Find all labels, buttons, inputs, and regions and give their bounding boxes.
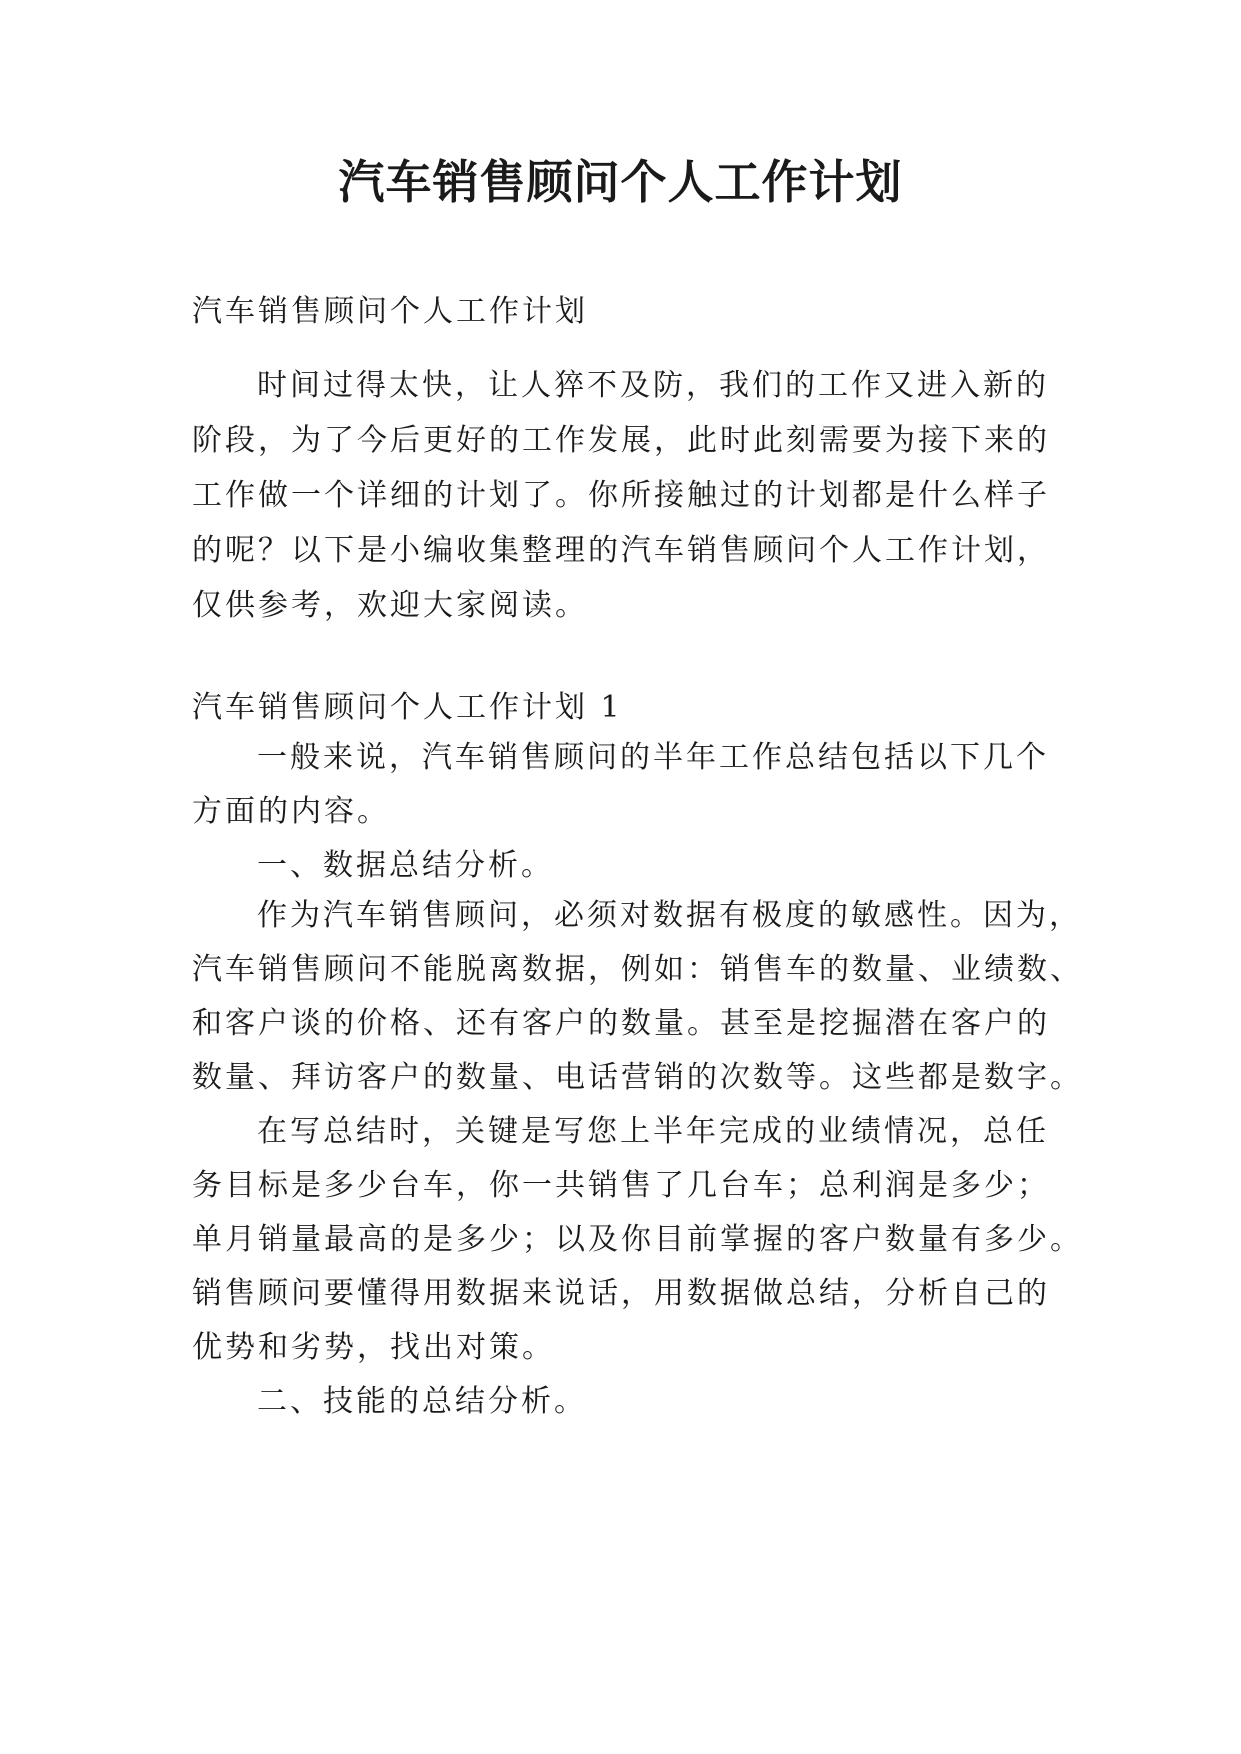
intro-line-4: 的呢？以下是小编收集整理的汽车销售顾问个人工作计划， bbox=[192, 533, 1050, 568]
body-line-3: 作为汽车销售顾问，必须对数据有极度的敏感性。因为， bbox=[257, 898, 1082, 933]
intro-line-5: 仅供参考，欢迎大家阅读。 bbox=[192, 588, 588, 623]
body-line-11: 优势和劣势，找出对策。 bbox=[192, 1330, 555, 1365]
section-heading-1: 汽车销售顾问个人工作计划 1 bbox=[192, 690, 623, 725]
body-line-6: 数量、拜访客户的数量、电话营销的次数等。这些都是数字。 bbox=[192, 1060, 1083, 1095]
subtitle-line: 汽车销售顾问个人工作计划 bbox=[192, 294, 588, 329]
body-line-2: 方面的内容。 bbox=[192, 794, 390, 829]
subheading-data-analysis: 一、数据总结分析。 bbox=[257, 848, 554, 883]
body-line-9: 单月销量最高的是多少；以及你目前掌握的客户数量有多少。 bbox=[192, 1222, 1083, 1257]
body-line-1: 一般来说，汽车销售顾问的半年工作总结包括以下几个 bbox=[257, 740, 1049, 775]
body-line-8: 务目标是多少台车，你一共销售了几台车；总利润是多少； bbox=[192, 1168, 1050, 1203]
intro-line-2: 阶段，为了今后更好的工作发展，此时此刻需要为接下来的 bbox=[192, 423, 1050, 458]
body-line-10: 销售顾问要懂得用数据来说话，用数据做总结，分析自己的 bbox=[192, 1276, 1050, 1311]
body-line-5: 和客户谈的价格、还有客户的数量。甚至是挖掘潜在客户的 bbox=[192, 1006, 1050, 1041]
body-line-7: 在写总结时，关键是写您上半年完成的业绩情况，总任 bbox=[257, 1114, 1049, 1149]
intro-line-3: 工作做一个详细的计划了。你所接触过的计划都是什么样子 bbox=[192, 478, 1050, 513]
intro-line-1: 时间过得太快，让人猝不及防，我们的工作又进入新的 bbox=[257, 368, 1049, 403]
document-title: 汽车销售顾问个人工作计划 bbox=[338, 155, 903, 209]
body-line-4: 汽车销售顾问不能脱离数据，例如：销售车的数量、业绩数、 bbox=[192, 952, 1083, 987]
subheading-skills-analysis: 二、技能的总结分析。 bbox=[257, 1384, 587, 1419]
